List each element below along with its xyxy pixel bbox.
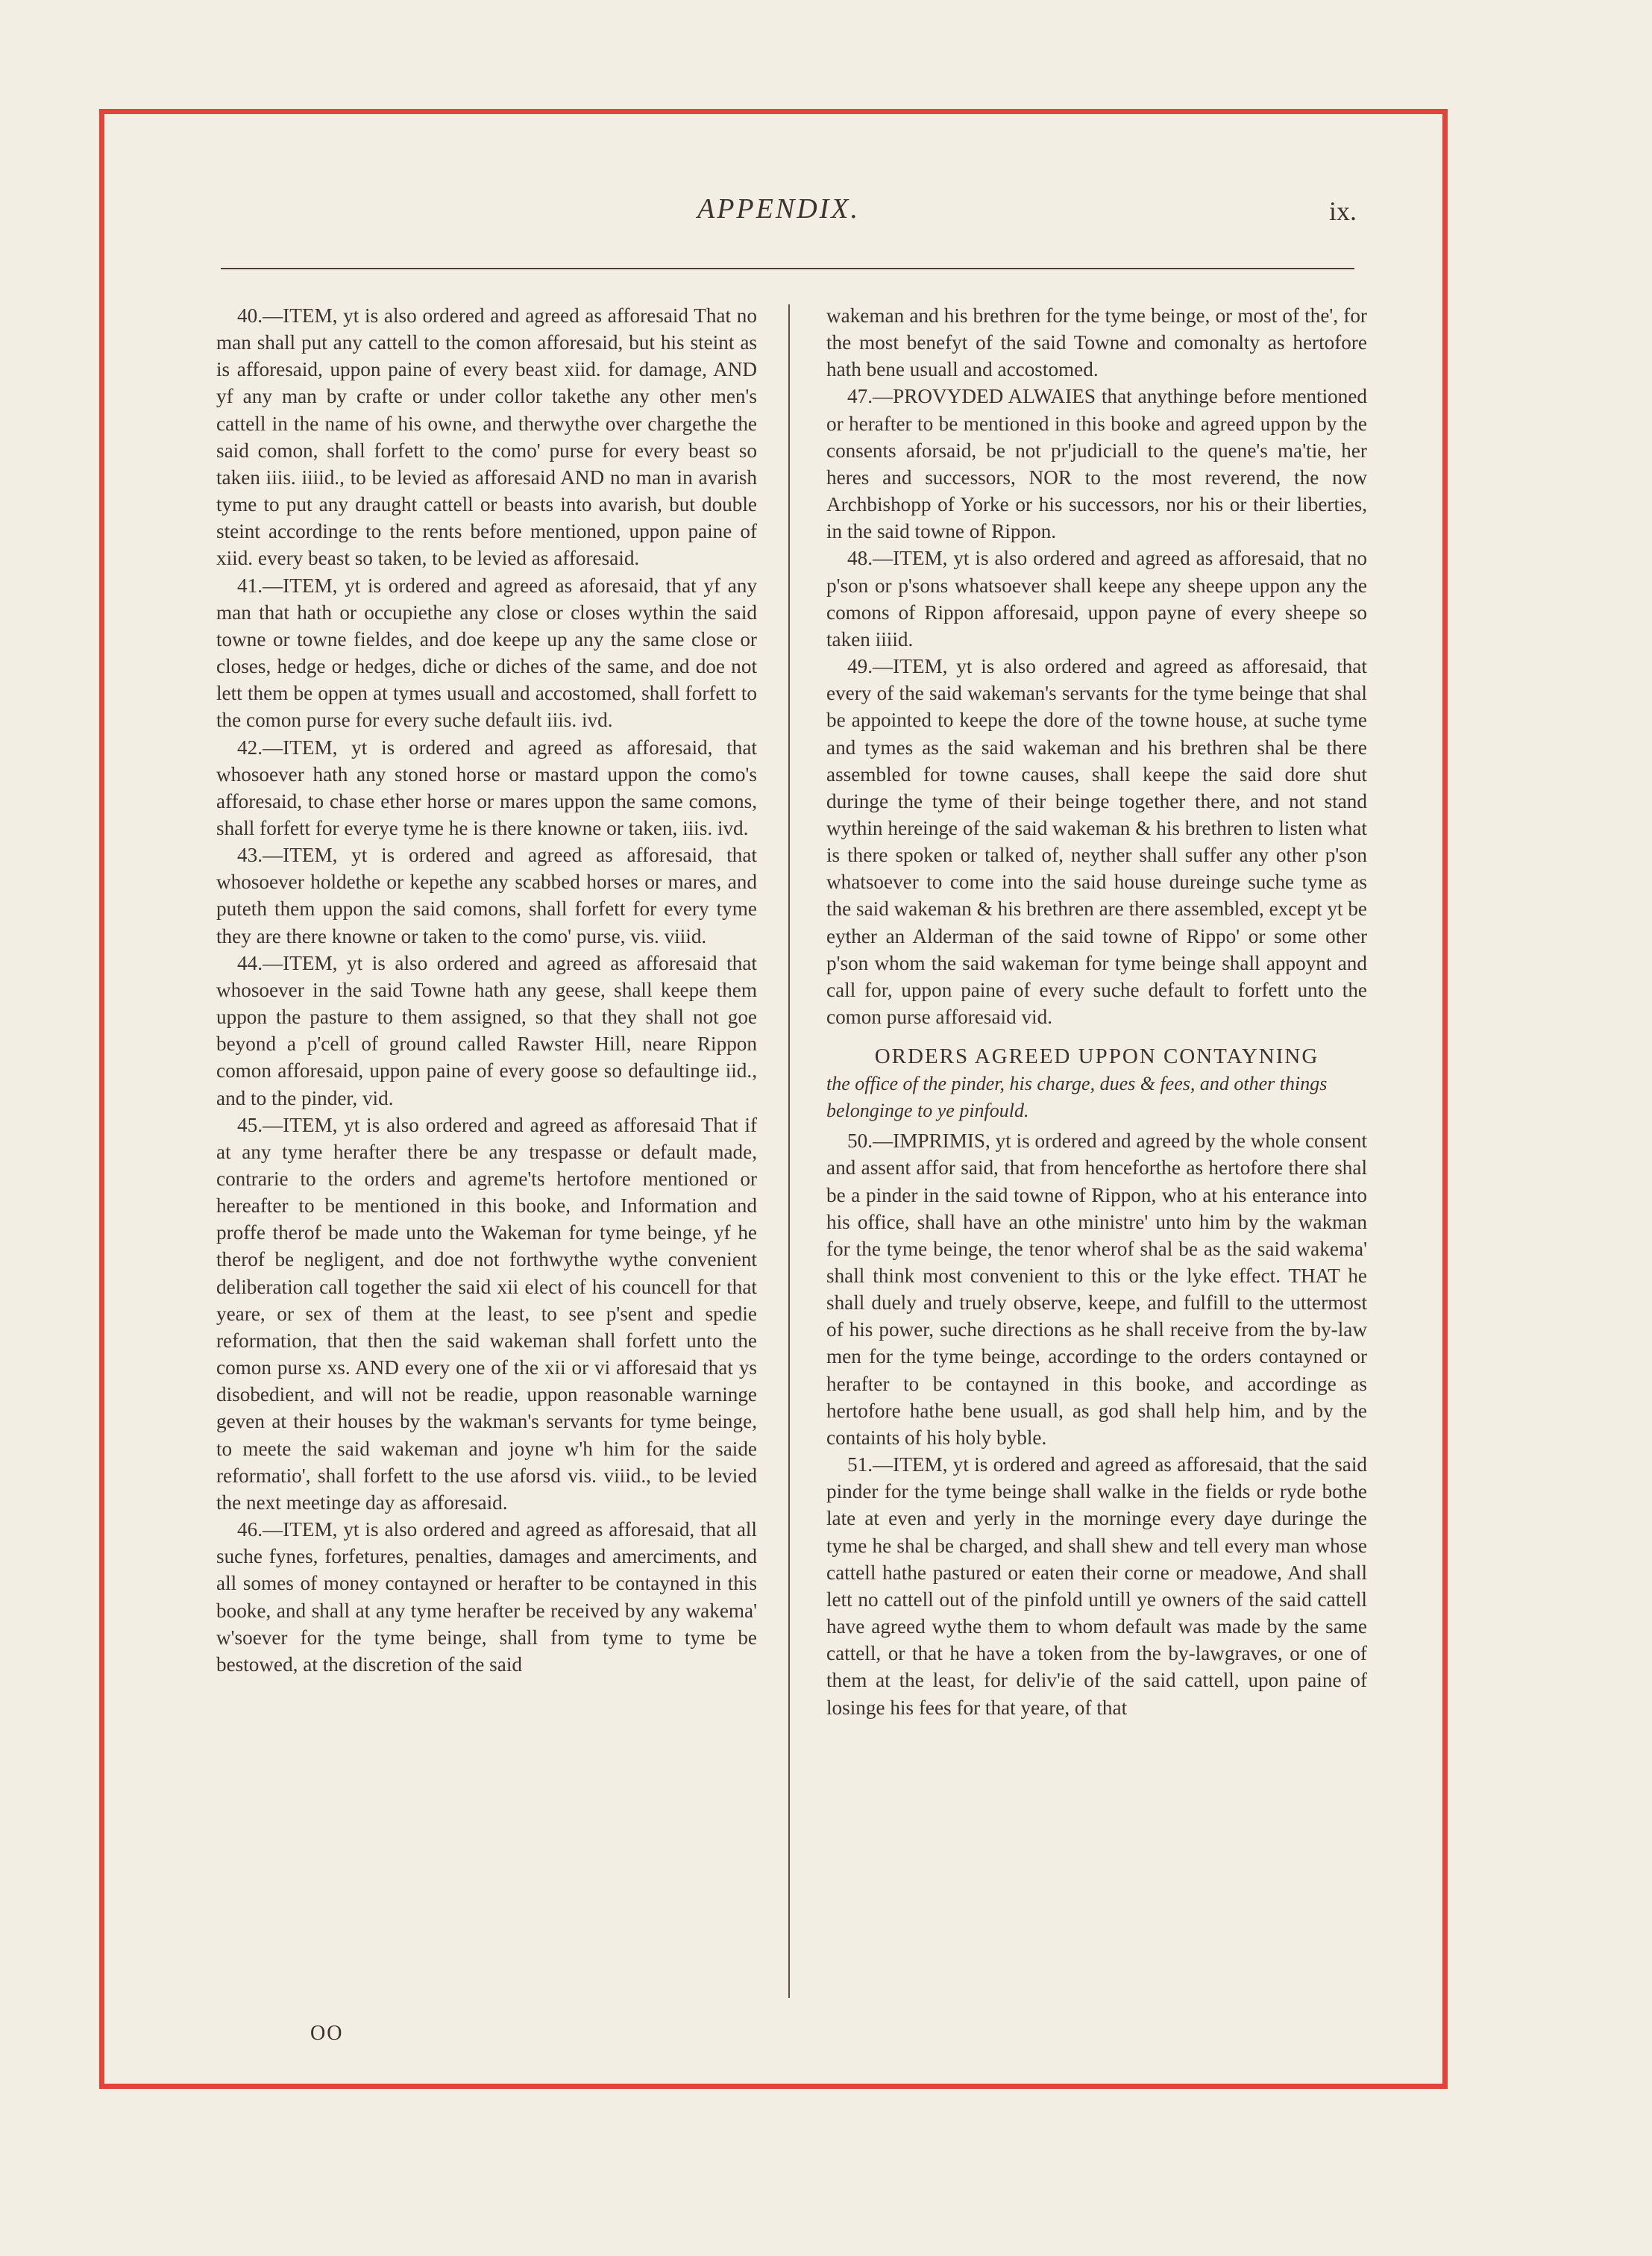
paragraph-41: 41.—ITEM, yt is ordered and agreed as aforesaid, that yf any man that hath or occupiethe any close or closes wythin the said towne or towne fieldes, and doe keepe up any the same close or closes, hedge or hedges, diche or diches of the same, and doe not lett them be oppen at tymes usuall and accostomed, shall forfett to the comon purse for every suche default iiis. ivd. xyxy=(216,574,757,732)
paragraph-50: 50.—IMPRIMIS, yt is ordered and agreed by the whole consent and assent affor said, that from henceforthe as hertofore there shal be a pinder in the said towne of Rippon, who at his enterance into his office, shall have an othe ministre' unto him by the wakman for the tyme beinge, the tenor wherof shal be as the said wakema' shall think most convenient to this or the lyke effect. THAT he shall duely and truely observe, keepe, and fulfill to the uttermost of his power, suche directions as he shall receive from the by-law men for the tyme beinge, accordinge to the orders contayned or herafter to be contayned in this booke, and accordinge as hertofore hathe bene usuall, as god shall help him, and by the containts of his holy byble. xyxy=(826,1129,1367,1449)
section-subtitle: the office of the pinder, his charge, dues & fees, and other things belonginge to ye pinfould. xyxy=(826,1073,1328,1122)
left-column xyxy=(216,302,757,1678)
section-heading: ORDERS AGREED UPPON CONTAYNING xyxy=(874,1044,1319,1069)
right-column xyxy=(826,302,1367,1721)
paragraph-44: 44.—ITEM, yt is also ordered and agreed as afforesaid that whosoever in the said Towne hath any geese, shall keepe them uppon the pasture to them assigned, so that they shall not goe beyond a p'cell of ground called Rawster Hill, neare Rippon comon afforesaid, uppon paine of every goose so defaultinge iid., and to the pinder, vid. xyxy=(216,951,757,1109)
header-rule xyxy=(221,268,1354,269)
page-number: ix. xyxy=(1329,196,1357,226)
paragraph-40: 40.—ITEM, yt is also ordered and agreed as afforesaid That no man shall put any cattell to the comon afforesaid, but his steint as is afforesaid, uppon paine of every beast xiid. for damage, AND yf any man by crafte or under collor takethe any other men's cattell in the name of his owne, and therwythe over chargethe the said comon, shall forfett to the como' purse for every beast so taken iiis. iiiid., to be levied as afforesaid AND no man in avarish tyme to put any draught cattell or beasts into avarish, but double steint accordinge to the rents before mentioned, uppon paine of xiid. every beast so taken, to be levied as afforesaid. xyxy=(216,304,757,570)
paragraph-51: 51.—ITEM, yt is ordered and agreed as afforesaid, that the said pinder for the tyme beinge shall walke in the fields or ryde bothe late at even and yerly in the morninge every daye duringe the tyme he shal be charged, and shall shew and tell every man whose cattell hathe pastured or eaten their corne or meadowe, And shall lett no cattell out of the pinfold untill ye owners of the said cattell have agreed wythe them to whom default was made by the same cattell, or that he have a token from the by-lawgraves, or one of them at the least, for deliv'ie of the said cattell, upon paine of losinge his fees for that yeare, of that xyxy=(826,1453,1367,1719)
paragraph-43: 43.—ITEM, yt is ordered and agreed as afforesaid, that whosoever holdethe or kepethe any scabbed horses or mares, and puteth them uppon the said comons, shall forfett for every tyme they are there knowne or taken to the como' purse, vis. viiid. xyxy=(216,844,757,947)
running-title: APPENDIX. xyxy=(697,193,861,225)
column-divider xyxy=(788,304,790,1998)
paragraph-46: 46.—ITEM, yt is also ordered and agreed as afforesaid, that all suche fynes, forfetures, penalties, damages and amerciments, and all somes of money contayned or herafter to be contayned in this booke, and shall at any tyme herafter be received by any wakema' w'soever for the tyme beinge, shall from tyme to tyme be bestowed, at the discretion of the said xyxy=(216,1518,757,1676)
paragraph-46-continued: wakeman and his brethren for the tyme beinge, or most of the', for the most benefyt of the said Towne and comonalty as hertofore hath bene usuall and accostomed. xyxy=(826,304,1367,381)
paragraph-48: 48.—ITEM, yt is also ordered and agreed as afforesaid, that no p'son or p'sons whatsoever shall keepe any sheepe uppon any the comons of Rippon afforesaid, uppon payne of every sheepe so taken iiiid. xyxy=(826,547,1367,651)
signature-mark: OO xyxy=(310,2022,344,2045)
paragraph-45: 45.—ITEM, yt is also ordered and agreed as afforesaid That if at any tyme herafter there be any trespasse or default made, contrarie to the orders and agreme'ts hertofore mentioned or hereafter to be mentioned in this booke, and Information and proffe therof be made unto the Wakeman for tyme beinge, yf he therof be negligent, and doe not forthwythe wythe convenient deliberation call together the said xii elect of his councell for that yeare, or sex of them at the least, to see p'sent and spedie reformation, that then the said wakeman shall forfett unto the comon purse xs. AND every one of the xii or vi afforesaid that ys disobedient, and will not be readie, uppon reasonable warninge geven at their houses by the wakman's servants for tyme beinge, to meete the said wakeman and joyne w'h him for the saide reformatio', shall forfett to the use aforsd vis. viiid., to be levied the next meetinge day as afforesaid. xyxy=(216,1113,757,1514)
paragraph-49: 49.—ITEM, yt is also ordered and agreed as afforesaid, that every of the said wakeman's servants for the tyme beinge that shal be appointed to keepe the dore of the towne house, at suche tyme and tymes as the said wakeman and his brethren shal be there assembled for towne causes, shall keepe the said dore shut duringe the tyme of their beinge together there, and not stand wythin hereinge of the said wakeman & his brethren to listen what is there spoken or talked of, neyther shall suffer any other p'son whatsoever to come into the said house dureinge suche tyme as the said wakeman & his brethren are there assembled, except yt be eyther an Alderman of the said towne of Rippo' or some other p'son whom the said wakeman for tyme beinge shall appoynt and call for, uppon paine of every suche default to forfett unto the comon purse afforesaid vid. xyxy=(826,655,1367,1029)
paragraph-42: 42.—ITEM, yt is ordered and agreed as afforesaid, that whosoever hath any stoned horse or mastard uppon the como's afforesaid, to chase ether horse or mares uppon the same comons, shall forfett for everye tyme he is there knowne or taken, iiis. ivd. xyxy=(216,736,757,839)
paragraph-47: 47.—PROVYDED ALWAIES that anythinge before mentioned or herafter to be mentioned in this booke and agreed uppon by the consents aforsaid, be not pr'judiciall to the quene's ma'tie, her heres and successors, NOR to the most reverend, the now Archbishopp of Yorke or his successors, nor his or their liberties, in the said towne of Rippon. xyxy=(826,385,1367,543)
